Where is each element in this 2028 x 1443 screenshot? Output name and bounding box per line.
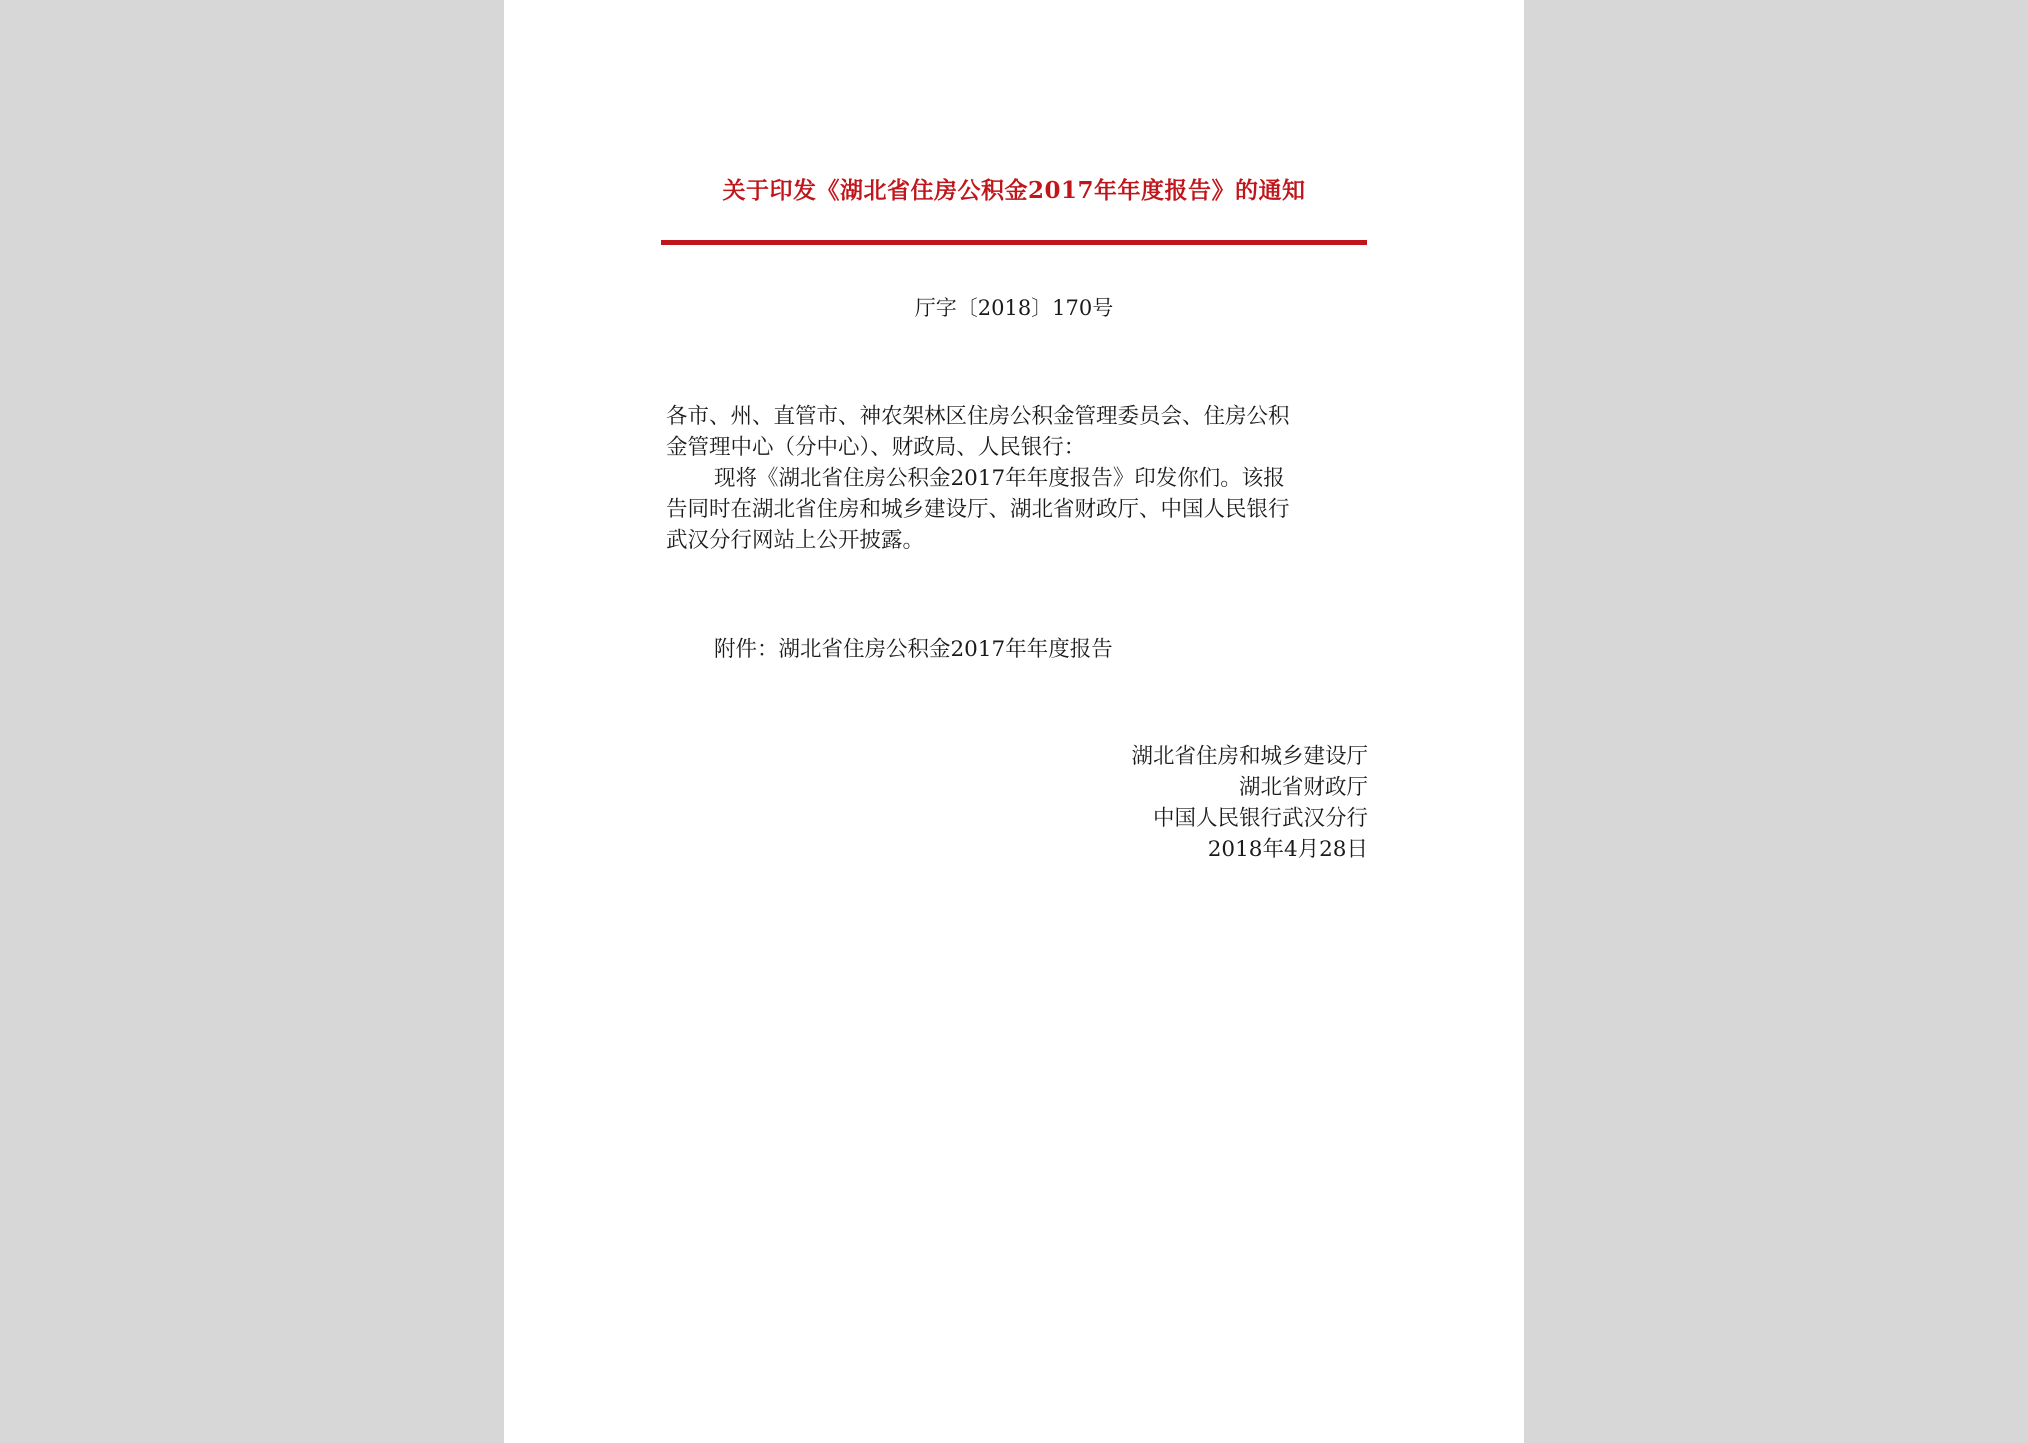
signatory-finance-department: 湖北省财政厅: [1238, 775, 1368, 800]
addressee-line-2: 金管理中心（分中心）、财政局、人民银行：: [666, 435, 1086, 460]
signatory-housing-department: 湖北省住房和城乡建设厅: [1131, 744, 1368, 769]
document-title: 关于印发《湖北省住房公积金2017年年度报告》的通知: [722, 177, 1306, 204]
body-paragraph-line-3: 武汉分行网站上公开披露。: [666, 528, 925, 553]
document-number: 厅字〔2018〕170号: [914, 296, 1114, 320]
attachment-note: 附件：湖北省住房公积金2017年年度报告: [714, 637, 1113, 662]
title-divider: [661, 240, 1367, 245]
document-page: [504, 0, 1524, 1443]
body-paragraph-line-1: 现将《湖北省住房公积金2017年年度报告》印发你们。该报: [714, 466, 1285, 491]
body-paragraph-line-2: 告同时在湖北省住房和城乡建设厅、湖北省财政厅、中国人民银行: [666, 497, 1290, 522]
document-date: 2018年4月28日: [1207, 837, 1368, 862]
addressee-line-1: 各市、州、直管市、神农架林区住房公积金管理委员会、住房公积: [666, 404, 1290, 429]
signatory-pboc-wuhan-branch: 中国人民银行武汉分行: [1152, 806, 1368, 831]
